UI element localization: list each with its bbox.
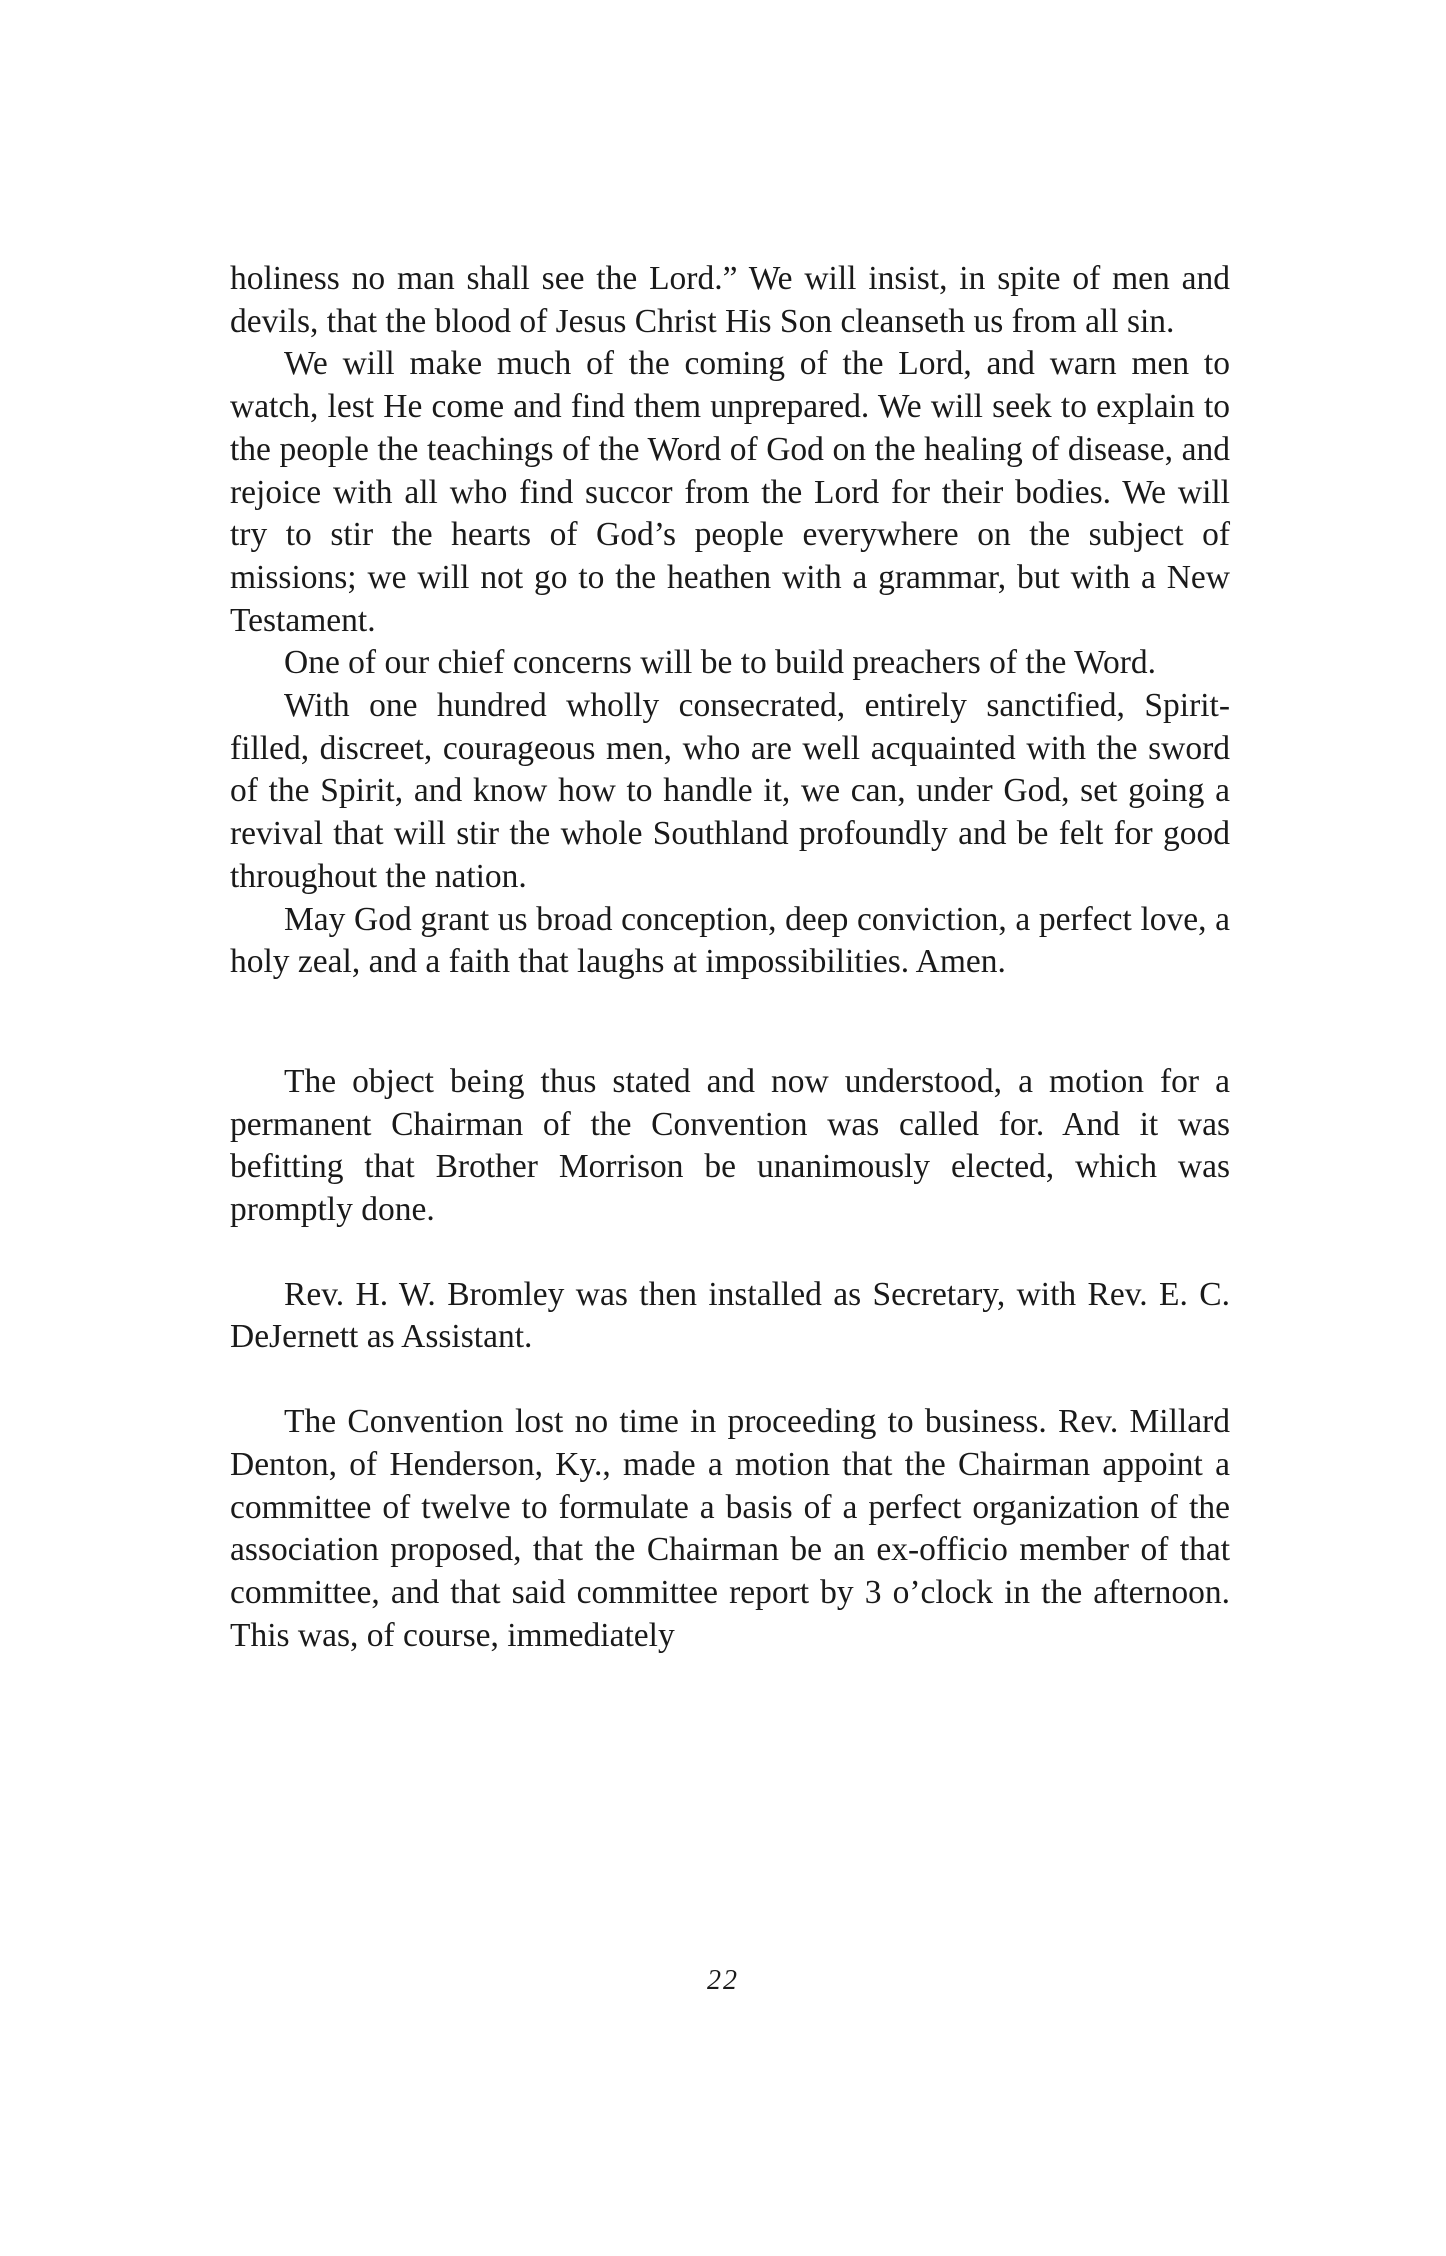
page-number: 22 — [707, 1965, 739, 1996]
paragraph-7: Rev. H. W. Bromley was then installed as Secretary, with Rev. E. C. DeJernett as Assistant. — [230, 1275, 1230, 1356]
paragraph-5: May God grant us broad conception, deep conviction, a perfect love, a holy zeal, and a faith that laughs at impossibilities. Amen. — [230, 900, 1230, 981]
paragraph-2: We will make much of the coming of the Lord, and warn men to watch, lest He come and find them unprepared. We will seek to explain to the people the teachings of the Word of God on the healing of disease, and rejoice with all who find succor from the Lord for their bodies. We will try to stir the hearts of God’s people everywhere on the subject of missions; we will not go to the heathen with a grammar, but with a New Testament. — [230, 345, 1230, 639]
section-gap — [230, 1359, 1230, 1401]
page-body — [230, 258, 1230, 1657]
paragraph-6: The object being thus stated and now understood, a motion for a permanent Chairman of the Convention was called for. And it was befitting that Brother Morrison be unanimously elected, which was promptly done. — [230, 1062, 1230, 1229]
section-gap — [230, 984, 1230, 1061]
paragraph-3: One of our chief concerns will be to build preachers of the Word. — [284, 644, 1157, 682]
paragraph-4: With one hundred wholly consecrated, entirely sanctified, Spirit-filled, discreet, courageous men, who are well acquainted with the sword of the Spirit, and know how to handle it, we can, under God, set going a revival that will stir the whole Southland profoundly and be felt for good throughout the nation. — [230, 687, 1230, 895]
paragraph-8: The Convention lost no time in proceeding to business. Rev. Millard Denton, of Henderson, Ky., made a motion that the Chairman appoint a committee of twelve to formulate a basis of a perfect organization of the association proposed, that the Chairman be an ex-officio member of that committee, and that said committee report by 3 o’clock in the afternoon. This was, of course, immediately — [230, 1403, 1230, 1654]
paragraph-1: holiness no man shall see the Lord.” We will insist, in spite of men and devils, that the blood of Jesus Christ His Son cleanseth us from all sin. — [230, 260, 1230, 340]
section-gap — [230, 1232, 1230, 1274]
